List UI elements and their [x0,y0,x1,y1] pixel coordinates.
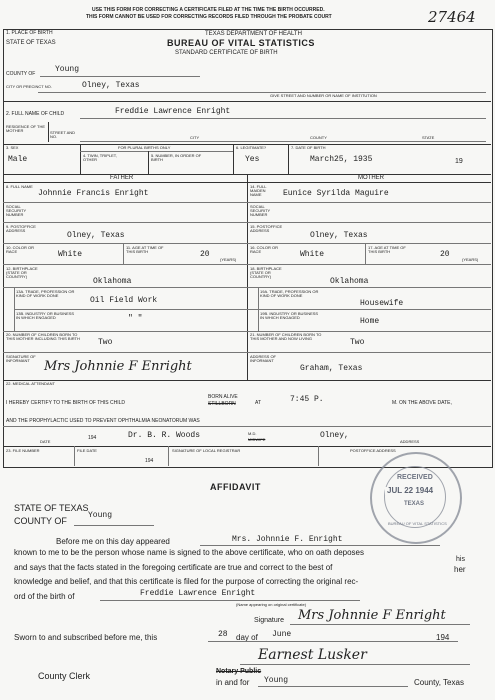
affidavit-state: STATE OF TEXAS [14,503,89,513]
sworn-text: Sworn to and subscribed before me, this [14,633,158,642]
in-and-for-label: in and for [216,678,250,687]
street-note: GIVE STREET AND NUMBER OR NAME OF INSTITUTION [270,93,377,98]
stamp-date: JUL 22 1944 [387,486,434,495]
stamp-state: TEXAS [404,501,425,507]
affiant-signature: Mrs Johnnie F Enright [298,608,446,623]
affidavit-line-4: knowledge and belief, and that this certificate is filed for the purpose of correcting the original rec- [14,577,359,586]
father-color-label: 10. COLOR OR RACE [6,245,35,254]
mother-name-value: Eunice Syrilda Maguire [283,189,389,198]
mother-age-years: (YEARS) [462,257,479,262]
birth-of-name: Freddie Lawrence Enright [140,589,256,598]
file-number-label: 23. FILE NUMBER [6,448,40,453]
mother-industry-label: 19B. INDUSTRY OR BUSINESS IN WHICH ENGAGED [260,311,319,320]
her-word: her [454,565,466,574]
date-of-birth-value: March25, 1935 [310,155,373,164]
bottom-county-value: Young [264,676,289,685]
residence-city-label: CITY [190,135,200,140]
informant-signature: Mrs Johnnie F Enright [44,359,192,374]
file-year-prefix: 194 [145,458,154,464]
mother-industry-value: Home [360,317,380,326]
order-label: 5. NUMBER, IN ORDER OF BIRTH [151,153,202,162]
mother-birthplace-label: 18. BIRTHPLACE (STATE OR COUNTRY) [250,266,282,279]
certificate-title: STANDARD CERTIFICATE OF BIRTH [175,50,278,56]
attendant-date-label: DATE [40,439,51,444]
midwife-label: MIDWIFE [248,437,266,442]
father-postoffice-label: 9. POSTOFFICE ADDRESS [6,224,36,233]
twin-label: 4. TWIN, TRIPLET, OTHER [83,153,117,162]
mother-postoffice-value: Olney, Texas [310,231,368,240]
sworn-day: 28 [218,630,228,639]
mother-name-label: 14. FULL MAIDEN NAME [250,184,267,197]
informant-address-label: ADDRESS OF INFORMANT [250,354,277,363]
father-heading: FATHER [110,175,134,181]
father-age-value: 20 [200,250,210,259]
father-age-years: (YEARS) [220,257,237,262]
state-of-texas-label: STATE OF TEXAS [6,40,56,46]
plural-births-label: FOR PLURAL BIRTHS ONLY [118,145,171,150]
father-industry-label: 13B. INDUSTRY OR BUSINESS IN WHICH ENGAGED [16,311,75,320]
affidavit-county-value: Young [88,511,113,520]
date-of-birth-label: 7. DATE OF BIRTH [291,145,326,150]
at-label: AT [255,400,262,406]
child-name-label: 2. FULL NAME OF CHILD [6,111,65,117]
prophylactic-label: AND THE PROPHYLACTIC USED TO PREVENT OPHTHALMIA NEONATORUM WAS [6,418,200,424]
county-value: Young [55,65,80,74]
father-trade-label: 13A. TRADE, PROFESSION OR KIND OF WORK DONE [16,289,75,298]
certify-text: I HEREBY CERTIFY TO THE BIRTH OF THIS CHILD [6,400,126,406]
county-clerk-label: County Clerk [38,671,91,681]
local-registrar-label: SIGNATURE OF LOCAL REGISTRAR [172,448,241,453]
day-of-label: day of [236,633,258,642]
mother-children-label: 21. NUMBER OF CHILDREN BORN TO THIS MOTHER AND NOW LIVING [250,332,322,341]
file-number-handwritten: 27464 [428,8,476,26]
medical-attendant-label: 22. MEDICAL ATTENDANT [6,381,55,386]
on-above-date-label: M. ON THE ABOVE DATE, [392,400,452,406]
residence-label: RESIDENCE OF THE MOTHER [6,124,46,133]
appeared-name: Mrs. Johnnie F. Enright [232,535,343,544]
attendant-year-prefix: 194 [88,435,97,441]
mother-birthplace-value: Oklahoma [330,277,369,286]
residence-county-label: COUNTY [310,135,327,140]
sex-value: Male [8,155,28,164]
clerk-signature: Earnest Lusker [258,647,367,663]
sworn-month: June [272,630,292,639]
father-industry-value: " " [128,314,143,323]
notice-line-1: USE THIS FORM FOR CORRECTING A CERTIFICATE FILED AT THE TIME THE BIRTH OCCURRED. [92,7,325,13]
city-value: Olney, Texas [82,81,140,90]
notice-line-2: THIS FORM CANNOT BE USED FOR CORRECTING RECORDS FILED THROUGH THE PROBATE COURT [86,14,332,20]
father-name-value: Johnnie Francis Enright [38,189,149,198]
child-name-value: Freddie Lawrence Enright [115,107,231,116]
file-date-label: FILE DATE [77,448,97,453]
name-note: (Name appearing on original certificate) [236,602,307,607]
attendant-address-value: Olney, [320,431,349,440]
signature-label: Signature [254,617,284,624]
father-birthplace-label: 12. BIRTHPLACE (STATE OR COUNTRY) [6,266,38,279]
department-title: TEXAS DEPARTMENT OF HEALTH [205,31,302,37]
county-label: COUNTY OF [6,71,36,77]
father-ssn-label: SOCIAL SECURITY NUMBER [6,204,27,217]
date-year-suffix: 19 [455,158,463,165]
father-birthplace-value: Oklahoma [93,277,132,286]
bureau-title: BUREAU OF VITAL STATISTICS [167,38,315,48]
appeared-text: Before me on this day appeared [56,537,170,546]
mother-age-value: 20 [440,250,450,259]
md-label: M.D. [248,431,257,436]
father-postoffice-value: Olney, Texas [67,231,125,240]
father-children-value: Two [98,338,113,347]
mother-postoffice-label: 15. POSTOFFICE ADDRESS [250,224,283,233]
birth-time-value: 7:45 P. [290,395,324,404]
father-children-label: 20. NUMBER OF CHILDREN BORN TO THIS MOTHER INCLUDING THIS BIRTH [6,332,80,341]
his-word: his [456,556,465,563]
affidavit-line-2: known to me to be the person whose name is signed to the above certificate, who on oath deposes [14,548,364,557]
father-color-value: White [58,250,83,259]
doctor-name: Dr. B. R. Woods [128,431,201,440]
notary-public-label: Notary Public [216,668,262,675]
born-alive-label: BORN ALIVE [208,394,238,400]
mother-age-label: 17. AGE AT TIME OF THIS BIRTH [368,245,406,254]
father-name-label: 8. FULL NAME [6,184,33,189]
legitimate-value: Yes [245,155,260,164]
stamp-received: RECEIVED [397,474,433,481]
mother-color-value: White [300,250,325,259]
mother-heading: MOTHER [358,175,384,181]
mother-trade-value: Housewife [360,299,404,308]
attendant-address-label: ADDRESS [400,439,420,444]
father-trade-value: Oil Field Work [90,296,158,305]
mother-children-value: Two [350,338,365,347]
mother-ssn-label: SOCIAL SECURITY NUMBER [250,204,271,217]
city-label: CITY OR PRECINCT NO. [6,84,52,89]
mother-trade-label: 19A. TRADE, PROFESSION OR KIND OF WORK DONE [260,289,319,298]
stillborn-label: STILLBORN [208,401,236,407]
registrar-postoffice-label: POSTOFFICE ADDRESS [350,448,396,453]
affidavit-title: AFFIDAVIT [210,482,261,492]
sworn-year: 194 [436,633,450,642]
affidavit-county-label: COUNTY OF [14,516,67,526]
father-age-label: 11. AGE AT TIME OF THIS BIRTH [126,245,164,254]
informant-signature-label: SIGNATURE OF INFORMANT [6,354,36,363]
informant-address-value: Graham, Texas [300,364,363,373]
sex-label: 3. SEX [6,145,19,150]
county-texas-label: County, Texas [414,678,464,687]
stamp-bureau: BUREAU OF VITAL STATISTICS [388,521,447,526]
affidavit-line-3: and says that the facts stated in the foregoing certificate are true and correct to the best of [14,563,333,572]
mother-color-label: 16. COLOR OR RACE [250,245,279,254]
affidavit-line-5: ord of the birth of [14,592,75,601]
place-of-birth-label: 1. PLACE OF BIRTH [6,30,53,36]
residence-state-label: STATE [422,135,435,140]
legitimate-label: 6. LEGITIMATE? [236,145,267,150]
street-label: STREET AND NO. [50,130,76,139]
